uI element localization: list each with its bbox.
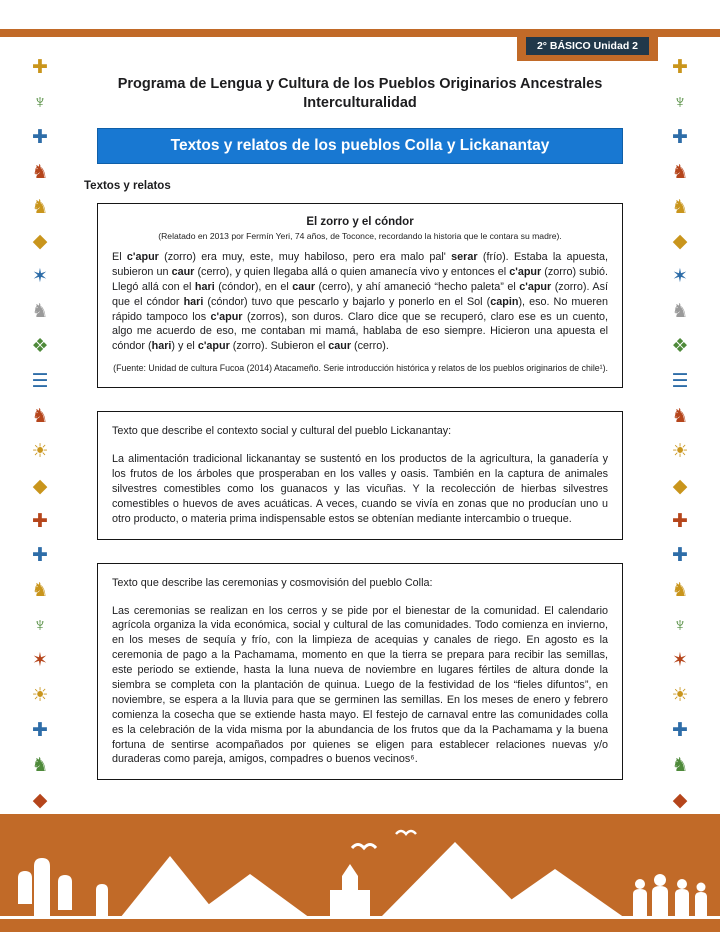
person-icon: ✚ [672,545,688,567]
footer-illustration [0,814,720,932]
cactus-icon: ♆ [672,91,688,113]
diamond-icon: ◆ [672,231,688,253]
diamond-icon: ◆ [32,475,48,497]
people-icon: ✚ [672,510,688,532]
cactus-icon: ♆ [32,91,48,113]
bird-icon: ✶ [672,650,688,672]
sun-icon: ☀ [31,440,49,462]
left-icon-strip [18,58,62,810]
ground-line [0,916,720,919]
colla-intro: Texto que describe las ceremonias y cosmovisión del pueblo Colla: [112,576,433,589]
story-title: El zorro y el cóndor [306,216,414,228]
cactus-icon: ♆ [672,615,688,637]
sun-icon: ☀ [671,440,689,462]
plant-icon: ❖ [671,336,689,358]
fox-icon: ♞ [31,161,49,183]
unit-badge-wrap [517,31,658,61]
program-subtitle: Interculturalidad [303,95,417,111]
llama-icon: ♞ [671,301,689,323]
totem-icon: ☰ [31,371,49,393]
person-icon: ✚ [32,126,48,148]
fox-icon: ♞ [31,405,49,427]
diamond-icon: ◆ [672,789,688,811]
diamond-icon: ◆ [672,475,688,497]
page-content [84,76,623,803]
story-source: (Fuente: Unidad de cultura Fucoa (2014) Atacameño. Serie introducción histórica y relatos de los pueblos originarios de chile¹). [113,363,608,374]
lickanantay-box [97,411,623,539]
story-body: El c'apur (zorro) era muy, este, muy habiloso, pero era malo pal' serar (frío). Estaba la apuesta, subieron un caur (cerro), y quien llegaba allá o quien amanecía vivo y entonces el c'apur (zorro) subió. Llegó allá con el hari (cóndor), en el caur (cerro), y ahí amaneció “hecho paleta” el c'apur (zorro). Así que el cóndor hari (cóndor) tuvo que pescarlo y bajarlo y ponerlo en el Sol (capin), eso. No mueren rápido tampoco los c'apur (zorros), son duros. Claro dice que se recuperó, claro ese es un cuento, algo me acuerdo de eso, me contaban mi mamá, hablaba de eso siempre. Hicieron una apuesta el cóndor (hari) y el c'apur (zorro). Subieron el caur (cerro). [112,251,608,353]
bird-icon: ✶ [672,266,688,288]
colla-body: Las ceremonias se realizan en los cerros y se pide por el bienestar de la comunidad. El calendario agrícola organiza la vida económica, social y cultural de las comunidades. Todo comienza en invierno, en los meses de sequía y frío, con la limpieza de acequias y canales de riego. En agosto es la ceremonia de pago a la Pachamama, momento en que la tierra se prepara para recibir las semillas, este periodo se extiende, hasta la luna nueva de noviembre en lugares fértiles de altura donde la siembra se completa con la plantación de quinua. Luego de la festividad de los “fieles difuntos”, en noviembre, se espera a la lluvia para que se germinen las semillas. En los meses de enero y febrero comienza la cosecha que se extiende hasta mayo. El festejo de carnaval entre las comunidades colla es la celebración de la vida misma por la abundancia de los frutos que da la Pachamama y la buena fortuna de sentirse acompañados por quienes se eligen para establecer relaciones nuevas y/o duraderas como pareja, amigos, compadres o buenos vecinos⁶. [112,604,608,766]
sun-icon: ☀ [31,685,49,707]
person-icon: ✚ [32,545,48,567]
llama-icon: ♞ [31,196,49,218]
llama-icon: ♞ [31,754,49,776]
story-attribution: (Relatado en 2013 por Fermín Yeri, 74 años, de Toconce, recordando la historia que le contara su madre). [158,231,562,241]
llama-icon: ♞ [671,196,689,218]
footer-landscape-svg [0,814,720,932]
colla-box [97,563,623,781]
llama-icon: ♞ [671,754,689,776]
person-icon: ✚ [32,719,48,741]
dog-icon: ♞ [671,580,689,602]
right-icon-strip [658,58,702,810]
sun-icon: ☀ [671,685,689,707]
person-icon: ✚ [672,719,688,741]
bird-icon: ✶ [32,650,48,672]
fox-icon: ♞ [671,161,689,183]
llama-icon: ♞ [31,301,49,323]
figure-icon: ✚ [32,57,48,78]
bird-icon: ✶ [32,266,48,288]
program-title: Programa de Lengua y Cultura de los Pueblos Originarios Ancestrales [117,76,603,92]
dog-icon: ♞ [31,580,49,602]
fox-icon: ♞ [671,405,689,427]
section-heading: Textos y relatos [84,180,171,192]
diamond-icon: ◆ [32,789,48,811]
cactus-icon: ♆ [32,615,48,637]
diamond-icon: ◆ [32,231,48,253]
unit-badge: 2° BÁSICO Unidad 2 [526,37,649,55]
story-box [97,203,623,388]
totem-icon: ☰ [671,371,689,393]
cactus-icon [96,884,108,918]
figure-icon: ✚ [672,57,688,78]
page-title-banner: Textos y relatos de los pueblos Colla y Lickanantay [97,128,623,164]
plant-icon: ❖ [31,336,49,358]
lickanantay-body: La alimentación tradicional lickanantay se sustentó en los productos de la agricultura, la ganadería y los frutos de los árboles que prosperaban en los valles y oasis. También en la captura de animales silvestres comestibles como los guanacos y las vicuñas. Y la recolección de hierbas silvestres comestibles o huevos de aves acuáticas. A veces, cuando se vivía en zonas que no producían uno u otro producto, o materia prima indispensable estos se obtenían mediante intercambio o trueque. [112,453,608,525]
lickanantay-intro: Texto que describe el contexto social y cultural del pueblo Lickanantay: [112,425,452,438]
people-icon: ✚ [32,510,48,532]
person-icon: ✚ [672,126,688,148]
